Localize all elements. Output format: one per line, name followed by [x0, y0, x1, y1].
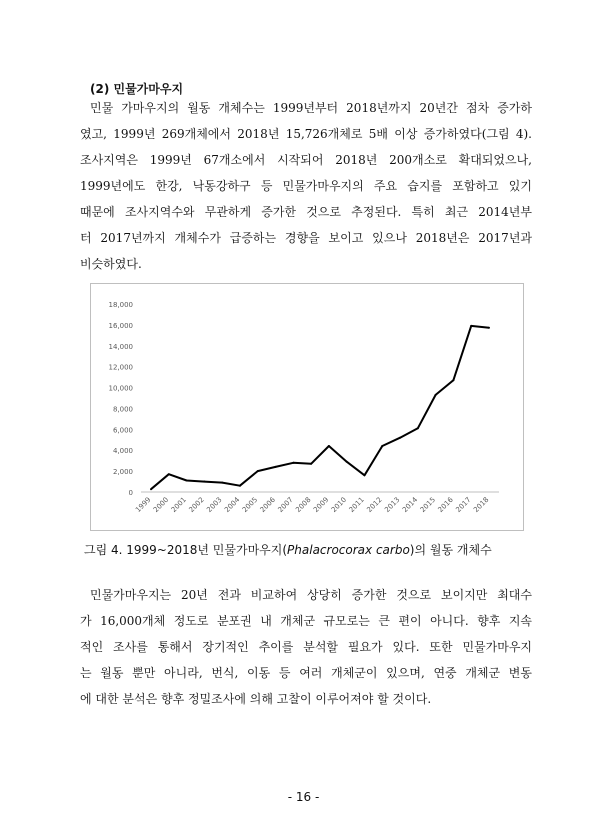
- x-tick-label: 2007: [276, 495, 295, 515]
- data-point: [186, 480, 188, 482]
- paragraph-line: 에 대한 분석은 향후 정밀조사에 의해 고찰이 이루어져야 할 것이다.: [80, 692, 432, 706]
- section-heading: (2) 민물가마우지: [90, 82, 184, 96]
- y-tick-label: 4,000: [112, 447, 133, 456]
- x-tick-label: 2011: [347, 495, 366, 515]
- x-tick-label: 2016: [436, 495, 455, 515]
- data-point: [203, 481, 205, 483]
- y-tick-label: 0: [128, 489, 133, 497]
- y-tick-label: 16,000: [108, 321, 133, 330]
- chart-frame: [90, 283, 524, 531]
- paragraph-line: 1999년에도 한강, 낙동강하구 등 민물가마우지의 주요 습지를 포함하고 있기: [80, 179, 532, 193]
- paragraph-line: 조사지역은 1999년 67개소에서 시작되어 2018년 200개소로 확대되었으나,: [80, 153, 532, 167]
- y-tick-label: 2,000: [112, 468, 133, 477]
- data-point: [239, 485, 241, 487]
- data-point: [292, 462, 294, 464]
- x-tick-label: 2000: [151, 495, 171, 515]
- paragraph-line: 민물가마우지는 20년 전과 비교하여 상당히 증가한 것으로 보이지만 최대수: [90, 588, 532, 602]
- data-point: [150, 488, 152, 490]
- y-tick-label: 14,000: [108, 342, 133, 351]
- data-point: [257, 470, 259, 472]
- data-point: [435, 394, 437, 396]
- paragraph-2: [80, 582, 532, 712]
- data-point: [346, 461, 348, 463]
- paragraph-line: 가 16,000개체 정도로 분포권 내 개체군 규모로는 큰 편이 아니다. 향후 지속: [80, 614, 532, 628]
- data-point: [488, 327, 490, 329]
- y-tick-label: 12,000: [108, 363, 133, 372]
- x-tick-label: 2006: [258, 495, 277, 515]
- paragraph-line: 비슷하였다.: [80, 257, 142, 271]
- paragraph-line: 였고, 1999년 269개체에서 2018년 15,726개체로 5배 이상 증가하였다(그림 4).: [80, 127, 532, 141]
- x-tick-label: 2014: [400, 495, 420, 515]
- x-tick-label: 2015: [418, 495, 438, 515]
- x-tick-label: 2005: [240, 495, 260, 515]
- series-line: [151, 326, 489, 489]
- paragraph-line: 적인 조사를 통해서 장기적인 추이를 분석할 필요가 있다. 또한 민물가마우지: [80, 640, 532, 654]
- paragraph-line: 때문에 조사지역수와 무관하게 증가한 것으로 추정된다. 특히 최근 2014년부: [80, 205, 532, 219]
- x-tick-label: 1999: [134, 495, 153, 515]
- page-number: - 16 -: [287, 790, 320, 804]
- caption-suffix: )의 월동 개체수: [409, 543, 492, 557]
- y-tick-label: 6,000: [112, 426, 133, 435]
- data-point: [275, 466, 277, 468]
- data-point: [363, 474, 365, 476]
- x-tick-label: 2018: [472, 495, 491, 515]
- data-point: [381, 445, 383, 447]
- x-tick-label: 2009: [312, 495, 331, 515]
- x-tick-label: 2012: [365, 495, 384, 515]
- data-point: [310, 463, 312, 465]
- x-tick-label: 2010: [329, 495, 349, 515]
- data-point: [470, 325, 472, 327]
- x-tick-label: 2002: [187, 495, 206, 515]
- x-tick-label: 2017: [454, 495, 473, 515]
- data-point: [452, 379, 454, 381]
- data-point: [399, 437, 401, 439]
- y-tick-label: 10,000: [108, 384, 133, 393]
- caption-prefix: 그림 4. 1999~2018년 민물가마우지(: [84, 543, 288, 557]
- paragraph-line: 터 2017년까지 개체수가 급증하는 경향을 보이고 있으나 2018년은 2017년과: [80, 231, 532, 245]
- data-point: [168, 473, 170, 475]
- paragraph-1: [80, 95, 532, 277]
- y-tick-label: 8,000: [112, 405, 133, 414]
- paragraph-line: 민물 가마우지의 월동 개체수는 1999년부터 2018년까지 20년간 점차 증가하: [90, 101, 532, 115]
- x-tick-label: 2001: [169, 495, 188, 515]
- data-point: [417, 427, 419, 429]
- y-tick-label: 18,000: [108, 301, 133, 309]
- x-tick-label: 2008: [294, 495, 313, 515]
- caption-species: Phalacrocorax carbo: [287, 543, 410, 557]
- x-tick-label: 2003: [205, 495, 224, 515]
- paragraph-line: 는 월동 뿐만 아니라, 번식, 이동 등 여러 개체군이 있으며, 연중 개체군 변동: [80, 666, 532, 680]
- x-tick-label: 2004: [223, 495, 242, 515]
- figure-caption: [84, 541, 492, 558]
- line-chart: [91, 284, 523, 530]
- data-point: [328, 445, 330, 447]
- data-point: [221, 482, 223, 484]
- x-tick-label: 2013: [383, 495, 402, 515]
